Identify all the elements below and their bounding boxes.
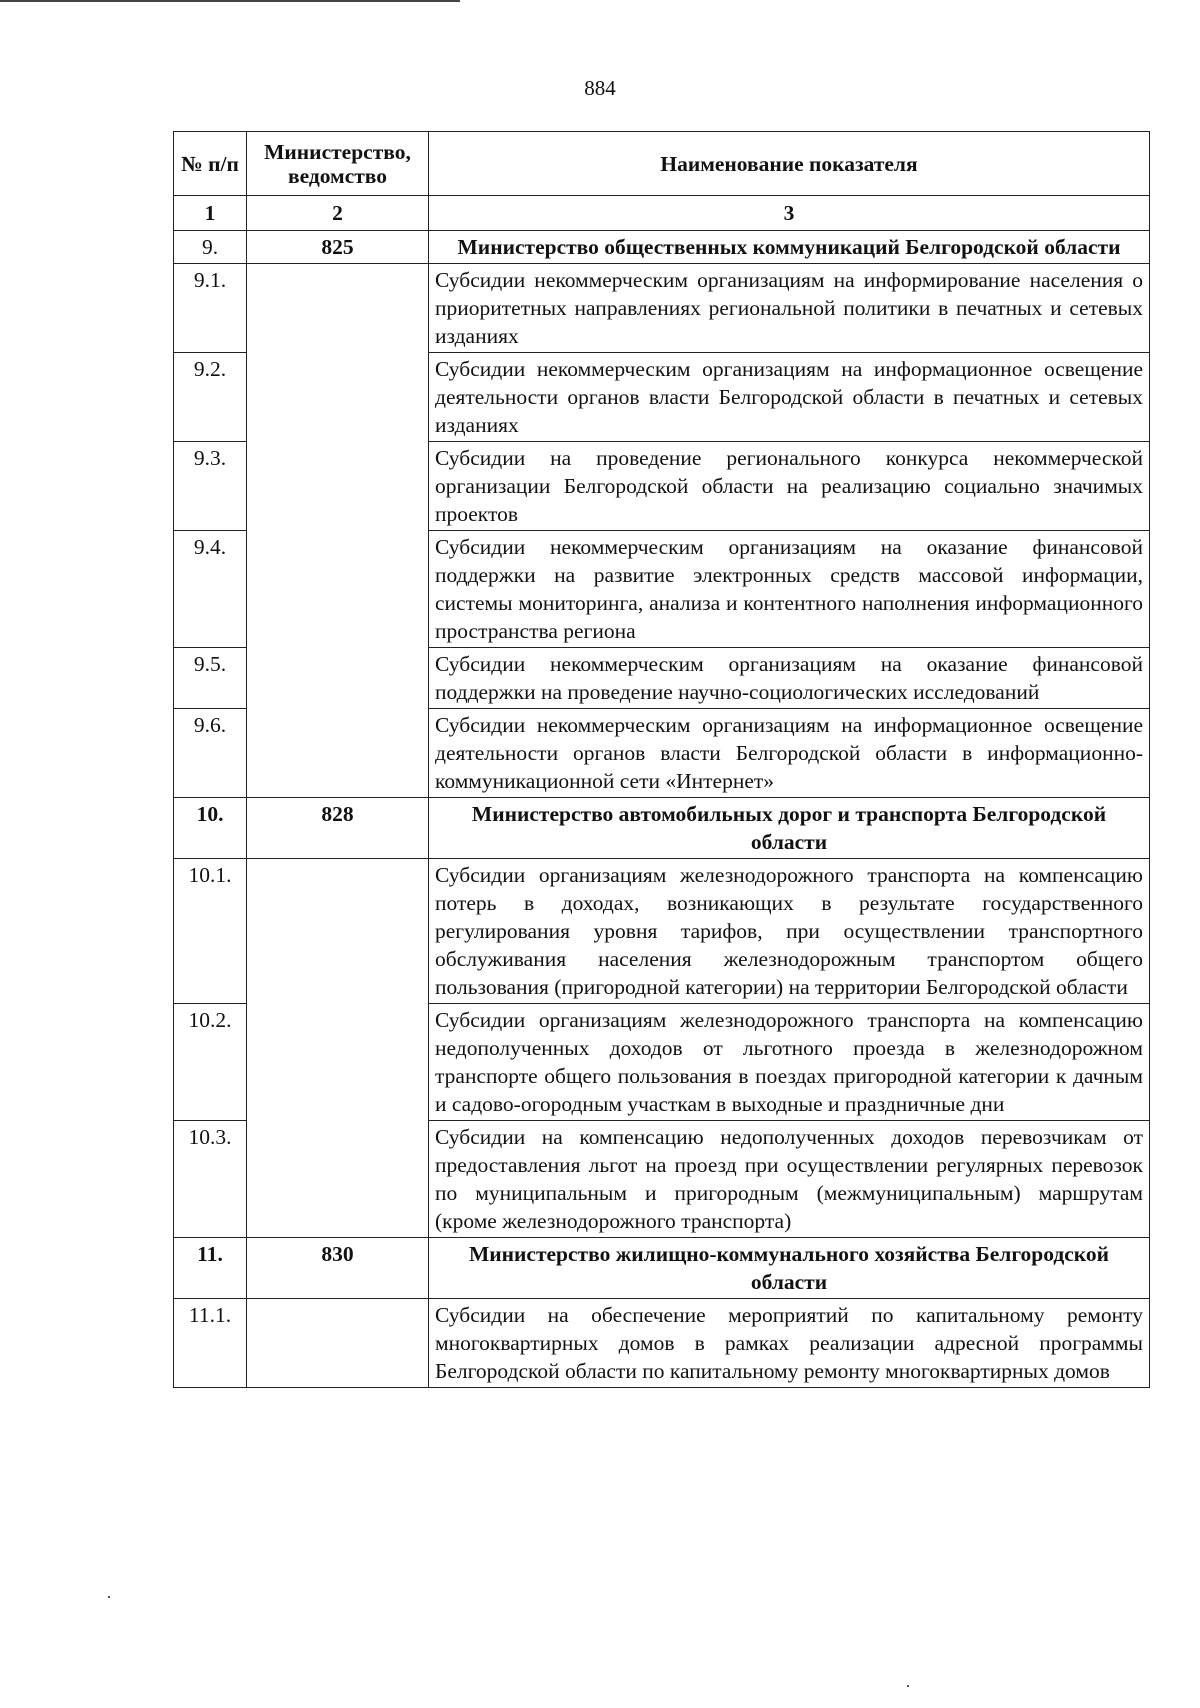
scan-speck xyxy=(108,1596,110,1598)
item-number: 9.4. xyxy=(174,531,247,648)
item-text: Субсидии некоммерческим организациям на информационное освещение деятельности органов власти Белгородской области в печатных и сетевых изданиях xyxy=(429,353,1150,442)
item-text: Субсидии некоммерческим организациям на информационное освещение деятельности органов власти Белгородской области в информационно-коммуникационной сети «Интернет» xyxy=(429,709,1150,798)
column-number: 1 xyxy=(174,196,247,231)
section-row xyxy=(174,798,1150,859)
header-ministry: Министерство, ведомство xyxy=(247,132,429,196)
item-number: 11.1. xyxy=(174,1299,247,1388)
item-number: 9.2. xyxy=(174,353,247,442)
item-text: Субсидии некоммерческим организациям на оказание финансовой поддержки на проведение научно-социологических исследований xyxy=(429,648,1150,709)
table-header-row xyxy=(174,132,1150,196)
indicators-table xyxy=(173,131,1150,1388)
table-row xyxy=(174,1299,1150,1388)
item-text: Субсидии на компенсацию недополученных доходов перевозчикам от предоставления льгот на проезд при осуществлении регулярных перевозок по муниципальным и пригородным (межмуниципальным) маршрутам (кроме железнодорожного транспорта) xyxy=(429,1121,1150,1238)
ministry-cell-empty xyxy=(247,859,429,1238)
item-text: Субсидии организациям железнодорожного транспорта на компенсацию потерь в доходах, возникающих в результате государственного регулирования уровня тарифов, при осуществлении транспортного обслуживания населения железнодорожным транспортом общего пользования (пригородной категории) на территории Белгородской области xyxy=(429,859,1150,1004)
section-title: Министерство автомобильных дорог и транспорта Белгородской области xyxy=(429,798,1150,859)
item-number: 10.2. xyxy=(174,1004,247,1121)
section-title: Министерство жилищно-коммунального хозяйства Белгородской области xyxy=(429,1238,1150,1299)
section-row xyxy=(174,231,1150,264)
section-row xyxy=(174,1238,1150,1299)
ministry-code: 830 xyxy=(247,1238,429,1299)
section-number: 10. xyxy=(174,798,247,859)
section-number: 11. xyxy=(174,1238,247,1299)
item-number: 9.1. xyxy=(174,264,247,353)
page-number: 884 xyxy=(584,76,616,100)
item-number: 9.3. xyxy=(174,442,247,531)
section-number: 9. xyxy=(174,231,247,264)
item-text: Субсидии на проведение регионального конкурса некоммерческой организации Белгородской области на реализацию социально значимых проектов xyxy=(429,442,1150,531)
item-number: 10.1. xyxy=(174,859,247,1004)
item-number: 9.6. xyxy=(174,709,247,798)
item-text: Субсидии организациям железнодорожного транспорта на компенсацию недополученных доходов от льготного проезда в железнодорожном транспорте общего пользования в поездах пригородной категории к дачным и садово-огородным участкам в выходные и праздничные дни xyxy=(429,1004,1150,1121)
column-number: 3 xyxy=(429,196,1150,231)
scan-edge-line xyxy=(0,0,460,2)
table-row xyxy=(174,264,1150,353)
column-number: 2 xyxy=(247,196,429,231)
ministry-code: 828 xyxy=(247,798,429,859)
ministry-code: 825 xyxy=(247,231,429,264)
header-number: № п/п xyxy=(174,132,247,196)
item-text: Субсидии некоммерческим организациям на информирование населения о приоритетных направлениях региональной политики в печатных и сетевых изданиях xyxy=(429,264,1150,353)
item-text: Субсидии на обеспечение мероприятий по капитальному ремонту многоквартирных домов в рамках реализации адресной программы Белгородской области по капитальному ремонту многоквартирных домов xyxy=(429,1299,1150,1388)
ministry-cell-empty xyxy=(247,1299,429,1388)
item-number: 9.5. xyxy=(174,648,247,709)
section-title: Министерство общественных коммуникаций Белгородской области xyxy=(429,231,1150,264)
item-text: Субсидии некоммерческим организациям на оказание финансовой поддержки на развитие электронных средств массовой информации, системы мониторинга, анализа и контентного наполнения информационного пространства региона xyxy=(429,531,1150,648)
table-row xyxy=(174,859,1150,1004)
ministry-cell-empty xyxy=(247,264,429,798)
item-number: 10.3. xyxy=(174,1121,247,1238)
column-numbers-row xyxy=(174,196,1150,231)
header-indicator-name: Наименование показателя xyxy=(429,132,1150,196)
scan-speck xyxy=(907,1685,909,1687)
